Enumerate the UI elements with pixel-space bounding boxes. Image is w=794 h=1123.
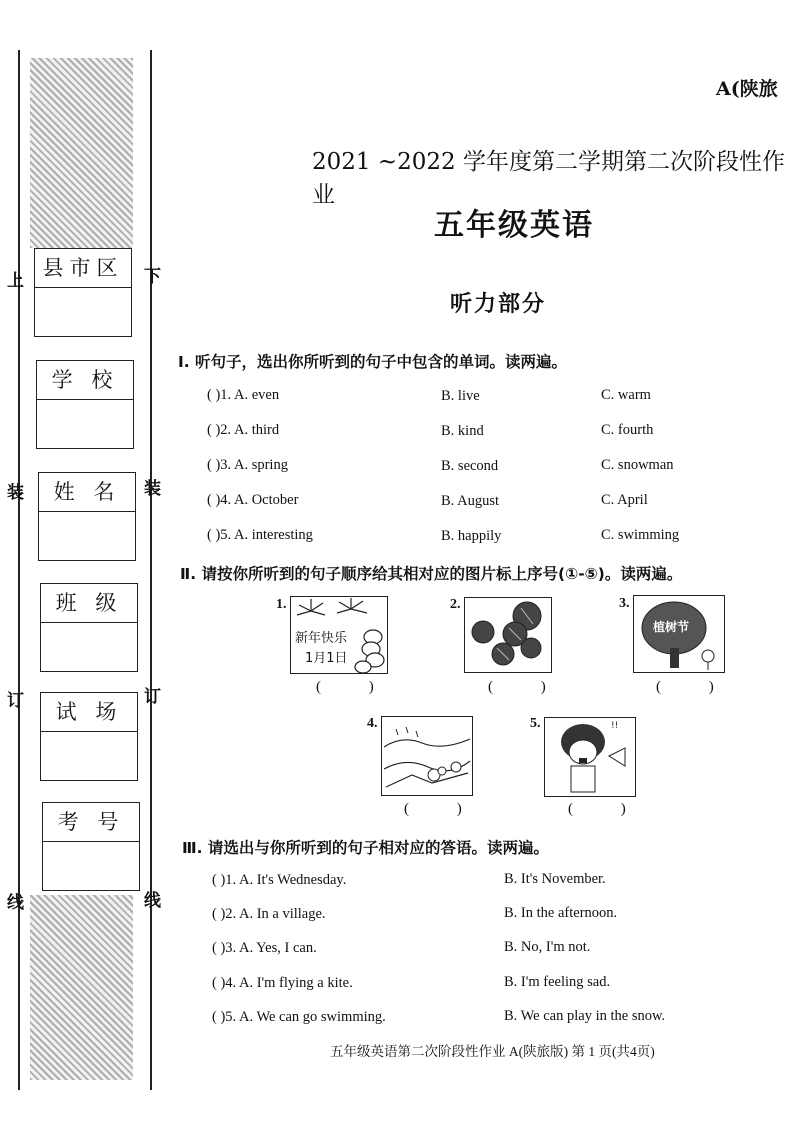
part1-q2-c[interactable]: C. fourth bbox=[601, 422, 654, 438]
part2-heading: Ⅱ. 请按你所听到的句子顺序给其相对应的图片标上序号(①-⑤)。读两遍。 bbox=[180, 565, 683, 583]
picture-1-caption: 新年快乐 bbox=[295, 631, 348, 646]
fruit-image bbox=[465, 598, 551, 672]
part1-q5-b[interactable]: B. happily bbox=[441, 528, 502, 544]
field-county-input[interactable] bbox=[35, 288, 131, 336]
picture-1-number: 1. bbox=[276, 597, 287, 612]
snow-scene-image bbox=[382, 717, 472, 795]
part1-q2-a[interactable]: ( )2. A. third bbox=[207, 422, 280, 438]
margin-char-zhuang-left: 装 bbox=[7, 483, 24, 503]
picture-3-tree-planting bbox=[633, 595, 725, 673]
corner-tag: A(陕旅 bbox=[716, 78, 778, 100]
part3-heading: Ⅲ. 请选出与你所听到的句子相对应的答语。读两遍。 bbox=[182, 839, 549, 857]
page-title: 2021 ~2022 学年度第二学期第二次阶段性作业 bbox=[312, 149, 785, 208]
field-exam-number[interactable] bbox=[42, 802, 140, 891]
sad-girl-image bbox=[545, 718, 635, 796]
picture-1-new-year bbox=[290, 596, 388, 674]
part1-q1-b[interactable]: B. live bbox=[441, 388, 480, 404]
security-pattern-bottom bbox=[30, 895, 133, 1080]
margin-char-ding-left: 订 bbox=[7, 691, 24, 711]
part1-q3-a[interactable]: ( )3. A. spring bbox=[207, 457, 288, 473]
picture-3-caption: 植树节 bbox=[653, 620, 690, 634]
part3-q3-a[interactable]: ( )3. A. Yes, I can. bbox=[212, 940, 317, 956]
picture-4-answer[interactable]: ( ) bbox=[404, 801, 484, 817]
field-exam-room-input[interactable] bbox=[41, 732, 137, 780]
picture-5-sad-girl bbox=[544, 717, 636, 797]
part1-q4-b[interactable]: B. August bbox=[441, 493, 500, 509]
part3-q2-a[interactable]: ( )2. A. In a village. bbox=[212, 906, 326, 922]
field-class-input[interactable] bbox=[41, 623, 137, 671]
field-exam-room-label: 试 场 bbox=[41, 693, 137, 732]
part3-q1-a[interactable]: ( )1. A. It's Wednesday. bbox=[212, 872, 347, 888]
part3-q4-b[interactable]: B. I'm feeling sad. bbox=[504, 974, 611, 990]
binding-line-right bbox=[150, 50, 152, 1090]
part3-q1-b[interactable]: B. It's November. bbox=[504, 871, 606, 887]
margin-char-shang: 上 bbox=[7, 271, 24, 291]
part1-q1-a[interactable]: ( )1. A. even bbox=[207, 387, 280, 403]
page-footer: 五年级英语第二次阶段性作业 A(陕旅版) 第 1 页(共4页) bbox=[330, 1044, 655, 1059]
picture-4-snow-scene bbox=[381, 716, 473, 796]
field-name[interactable] bbox=[38, 472, 136, 561]
field-county[interactable] bbox=[34, 248, 132, 337]
field-school[interactable] bbox=[36, 360, 134, 449]
field-name-label: 姓 名 bbox=[39, 473, 135, 512]
margin-char-ding-right: 订 bbox=[144, 687, 161, 707]
field-county-label: 县市区 bbox=[35, 249, 131, 288]
picture-3-number: 3. bbox=[619, 596, 630, 611]
part1-heading: Ⅰ. 听句子，选出你所听到的句子中包含的单词。读两遍。 bbox=[178, 353, 568, 371]
margin-char-xian-right: 线 bbox=[144, 891, 161, 911]
part1-q4-c[interactable]: C. April bbox=[601, 492, 648, 508]
picture-2-number: 2. bbox=[450, 597, 461, 612]
picture-1-date: 1月1日 bbox=[305, 651, 348, 666]
field-exam-number-label: 考 号 bbox=[43, 803, 139, 842]
part1-q4-a[interactable]: ( )4. A. October bbox=[207, 492, 299, 508]
field-exam-number-input[interactable] bbox=[43, 842, 139, 890]
picture-4-number: 4. bbox=[367, 716, 378, 731]
part1-q2-b[interactable]: B. kind bbox=[441, 423, 484, 439]
part1-q3-b[interactable]: B. second bbox=[441, 458, 499, 474]
part3-q5-b[interactable]: B. We can play in the snow. bbox=[504, 1008, 666, 1024]
picture-2-fruit bbox=[464, 597, 552, 673]
part1-q5-c[interactable]: C. swimming bbox=[601, 527, 680, 543]
field-school-input[interactable] bbox=[37, 400, 133, 448]
subject-title: 五年级英语 bbox=[434, 208, 594, 243]
field-class[interactable] bbox=[40, 583, 138, 672]
part3-q2-b[interactable]: B. In the afternoon. bbox=[504, 905, 618, 921]
part1-q1-c[interactable]: C. warm bbox=[601, 387, 651, 403]
margin-char-xia: 下 bbox=[144, 267, 161, 287]
section-title: 听力部分 bbox=[450, 292, 547, 317]
field-class-label: 班 级 bbox=[41, 584, 137, 623]
field-name-input[interactable] bbox=[39, 512, 135, 560]
field-school-label: 学 校 bbox=[37, 361, 133, 400]
picture-1-answer[interactable]: ( ) bbox=[316, 679, 396, 695]
part3-q4-a[interactable]: ( )4. A. I'm flying a kite. bbox=[212, 975, 353, 991]
picture-5-number: 5. bbox=[530, 716, 541, 731]
picture-5-answer[interactable]: ( ) bbox=[568, 801, 648, 817]
picture-3-answer[interactable]: ( ) bbox=[656, 679, 736, 695]
part3-q3-b[interactable]: B. No, I'm not. bbox=[504, 939, 591, 955]
svg-text:!!: !! bbox=[611, 721, 619, 731]
binding-line-left bbox=[18, 50, 20, 1090]
field-exam-room[interactable] bbox=[40, 692, 138, 781]
part1-q5-a[interactable]: ( )5. A. interesting bbox=[207, 527, 313, 543]
part1-q3-c[interactable]: C. snowman bbox=[601, 457, 674, 473]
margin-char-xian-left: 线 bbox=[7, 893, 24, 913]
margin-char-zhuang-right: 装 bbox=[144, 479, 161, 499]
security-pattern-top bbox=[30, 58, 133, 248]
part3-q5-a[interactable]: ( )5. A. We can go swimming. bbox=[212, 1009, 386, 1025]
picture-2-answer[interactable]: ( ) bbox=[488, 679, 568, 695]
